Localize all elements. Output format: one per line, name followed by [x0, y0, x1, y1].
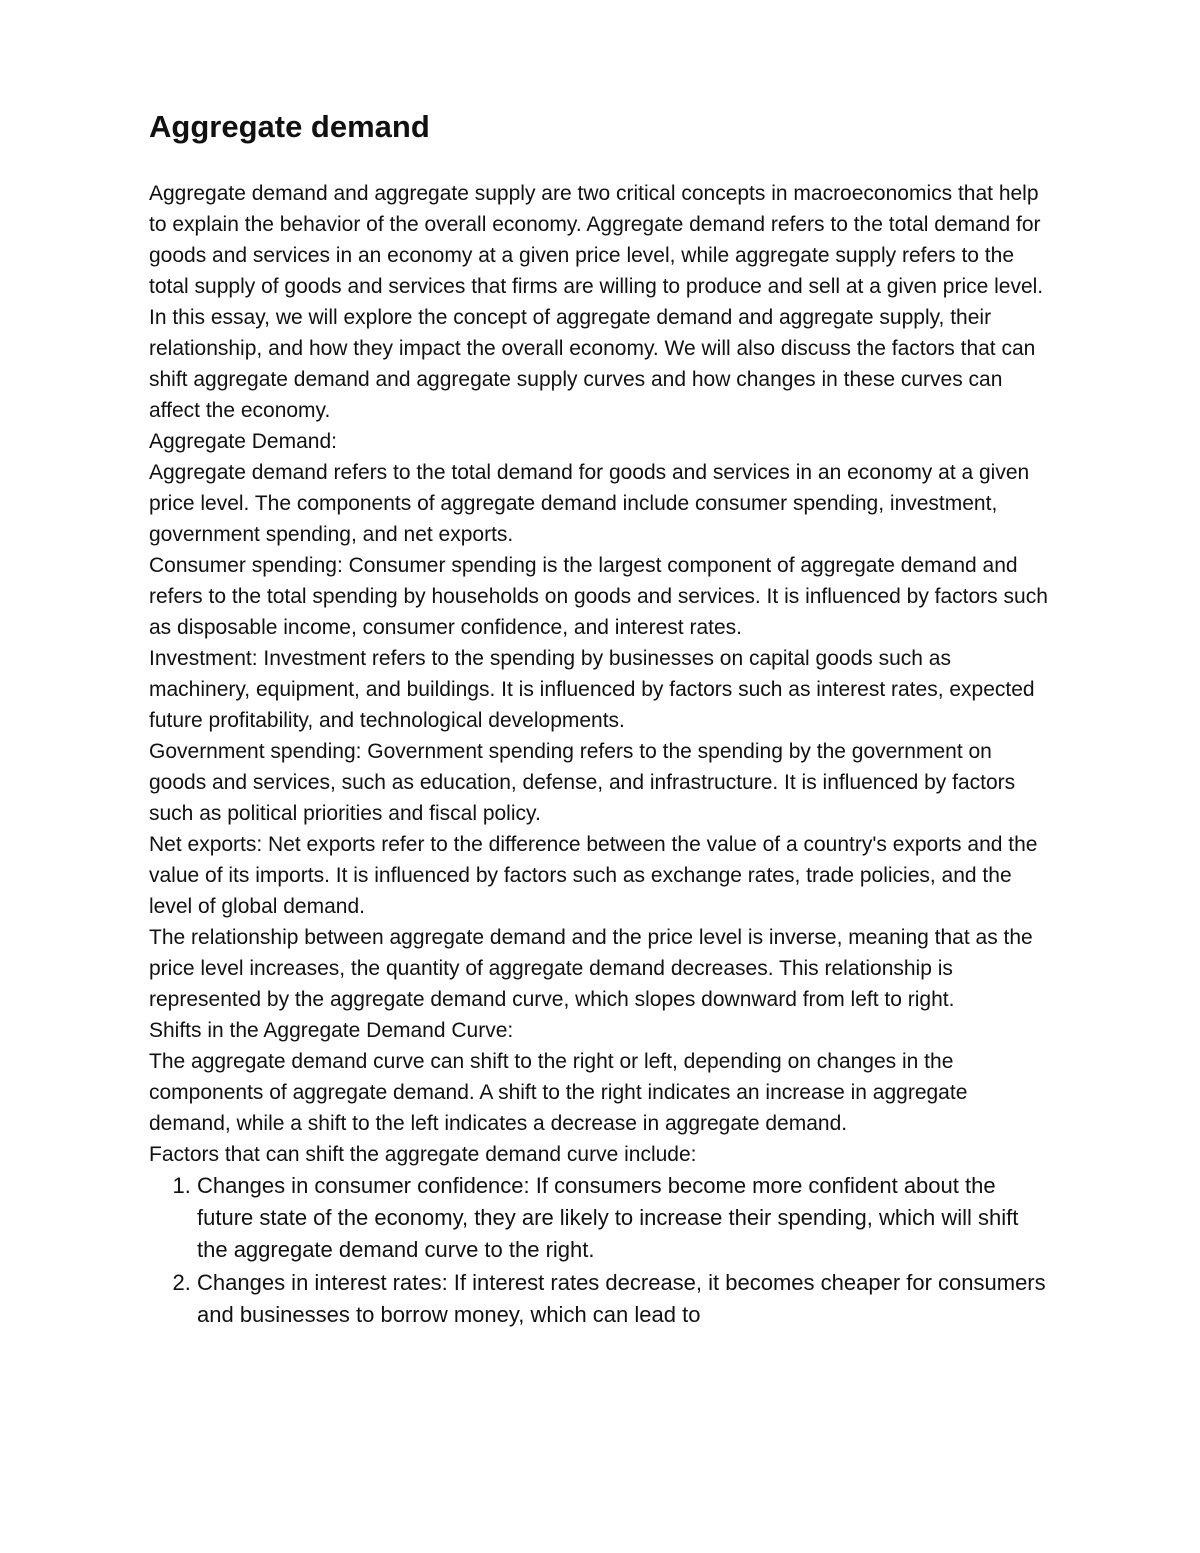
- document-title: Aggregate demand: [149, 109, 430, 144]
- paragraph-price-relationship: The relationship between aggregate demand and the price level is inverse, meaning that as the price level increases, the quantity of aggregate demand decreases. This relationship is represented by the aggregate demand curve, which slopes downward from left to right.: [149, 926, 1033, 1011]
- paragraph-net-exports: Net exports: Net exports refer to the difference between the value of a country's exports and the value of its imports. It is influenced by factors such as exchange rates, trade policies, and the level of global demand.: [149, 833, 1038, 918]
- list-item: 1. Changes in consumer confidence: If consumers become more confident about the future state of the economy, they are likely to increase their spending, which will shift the aggregate demand curve to the right.: [197, 1170, 1054, 1266]
- factors-list: [149, 1170, 1054, 1331]
- section-heading-aggregate-demand: Aggregate Demand:: [149, 430, 337, 453]
- document-page: [149, 108, 1054, 1332]
- paragraph-investment: Investment: Investment refers to the spending by businesses on capital goods such as machinery, equipment, and buildings. It is influenced by factors such as interest rates, expected future profitability, and technological developments.: [149, 647, 1035, 732]
- paragraph-government-spending: Government spending: Government spending refers to the spending by the government on goods and services, such as education, defense, and infrastructure. It is influenced by factors such as political priorities and fiscal policy.: [149, 740, 1016, 825]
- document-body: [149, 178, 1054, 1331]
- paragraph-shifts: The aggregate demand curve can shift to the right or left, depending on changes in the components of aggregate demand. A shift to the right indicates an increase in aggregate demand, while a shift to the left indicates a decrease in aggregate demand.: [149, 1050, 968, 1135]
- section-heading-shifts: Shifts in the Aggregate Demand Curve:: [149, 1019, 514, 1042]
- list-item: 2. Changes in interest rates: If interest rates decrease, it becomes cheaper for consumers and businesses to borrow money, which can lead to: [197, 1267, 1054, 1331]
- paragraph-consumer-spending: Consumer spending: Consumer spending is the largest component of aggregate demand and refers to the total spending by households on goods and services. It is influenced by factors such as disposable income, consumer confidence, and interest rates.: [149, 554, 1048, 639]
- paragraph-factors-intro: Factors that can shift the aggregate demand curve include:: [149, 1143, 697, 1166]
- paragraph-intro: Aggregate demand and aggregate supply are two critical concepts in macroeconomics that help to explain the behavior of the overall economy. Aggregate demand refers to the total demand for goods and services in an economy at a given price level, while aggregate supply refers to the total supply of goods and services that firms are willing to produce and sell at a given price level. In this essay, we will explore the concept of aggregate demand and aggregate supply, their relationship, and how they impact the overall economy. We will also discuss the factors that can shift aggregate demand and aggregate supply curves and how changes in these curves can affect the economy.: [149, 182, 1044, 422]
- paragraph-definition: Aggregate demand refers to the total demand for goods and services in an economy at a given price level. The components of aggregate demand include consumer spending, investment, government spending, and net exports.: [149, 461, 1030, 546]
